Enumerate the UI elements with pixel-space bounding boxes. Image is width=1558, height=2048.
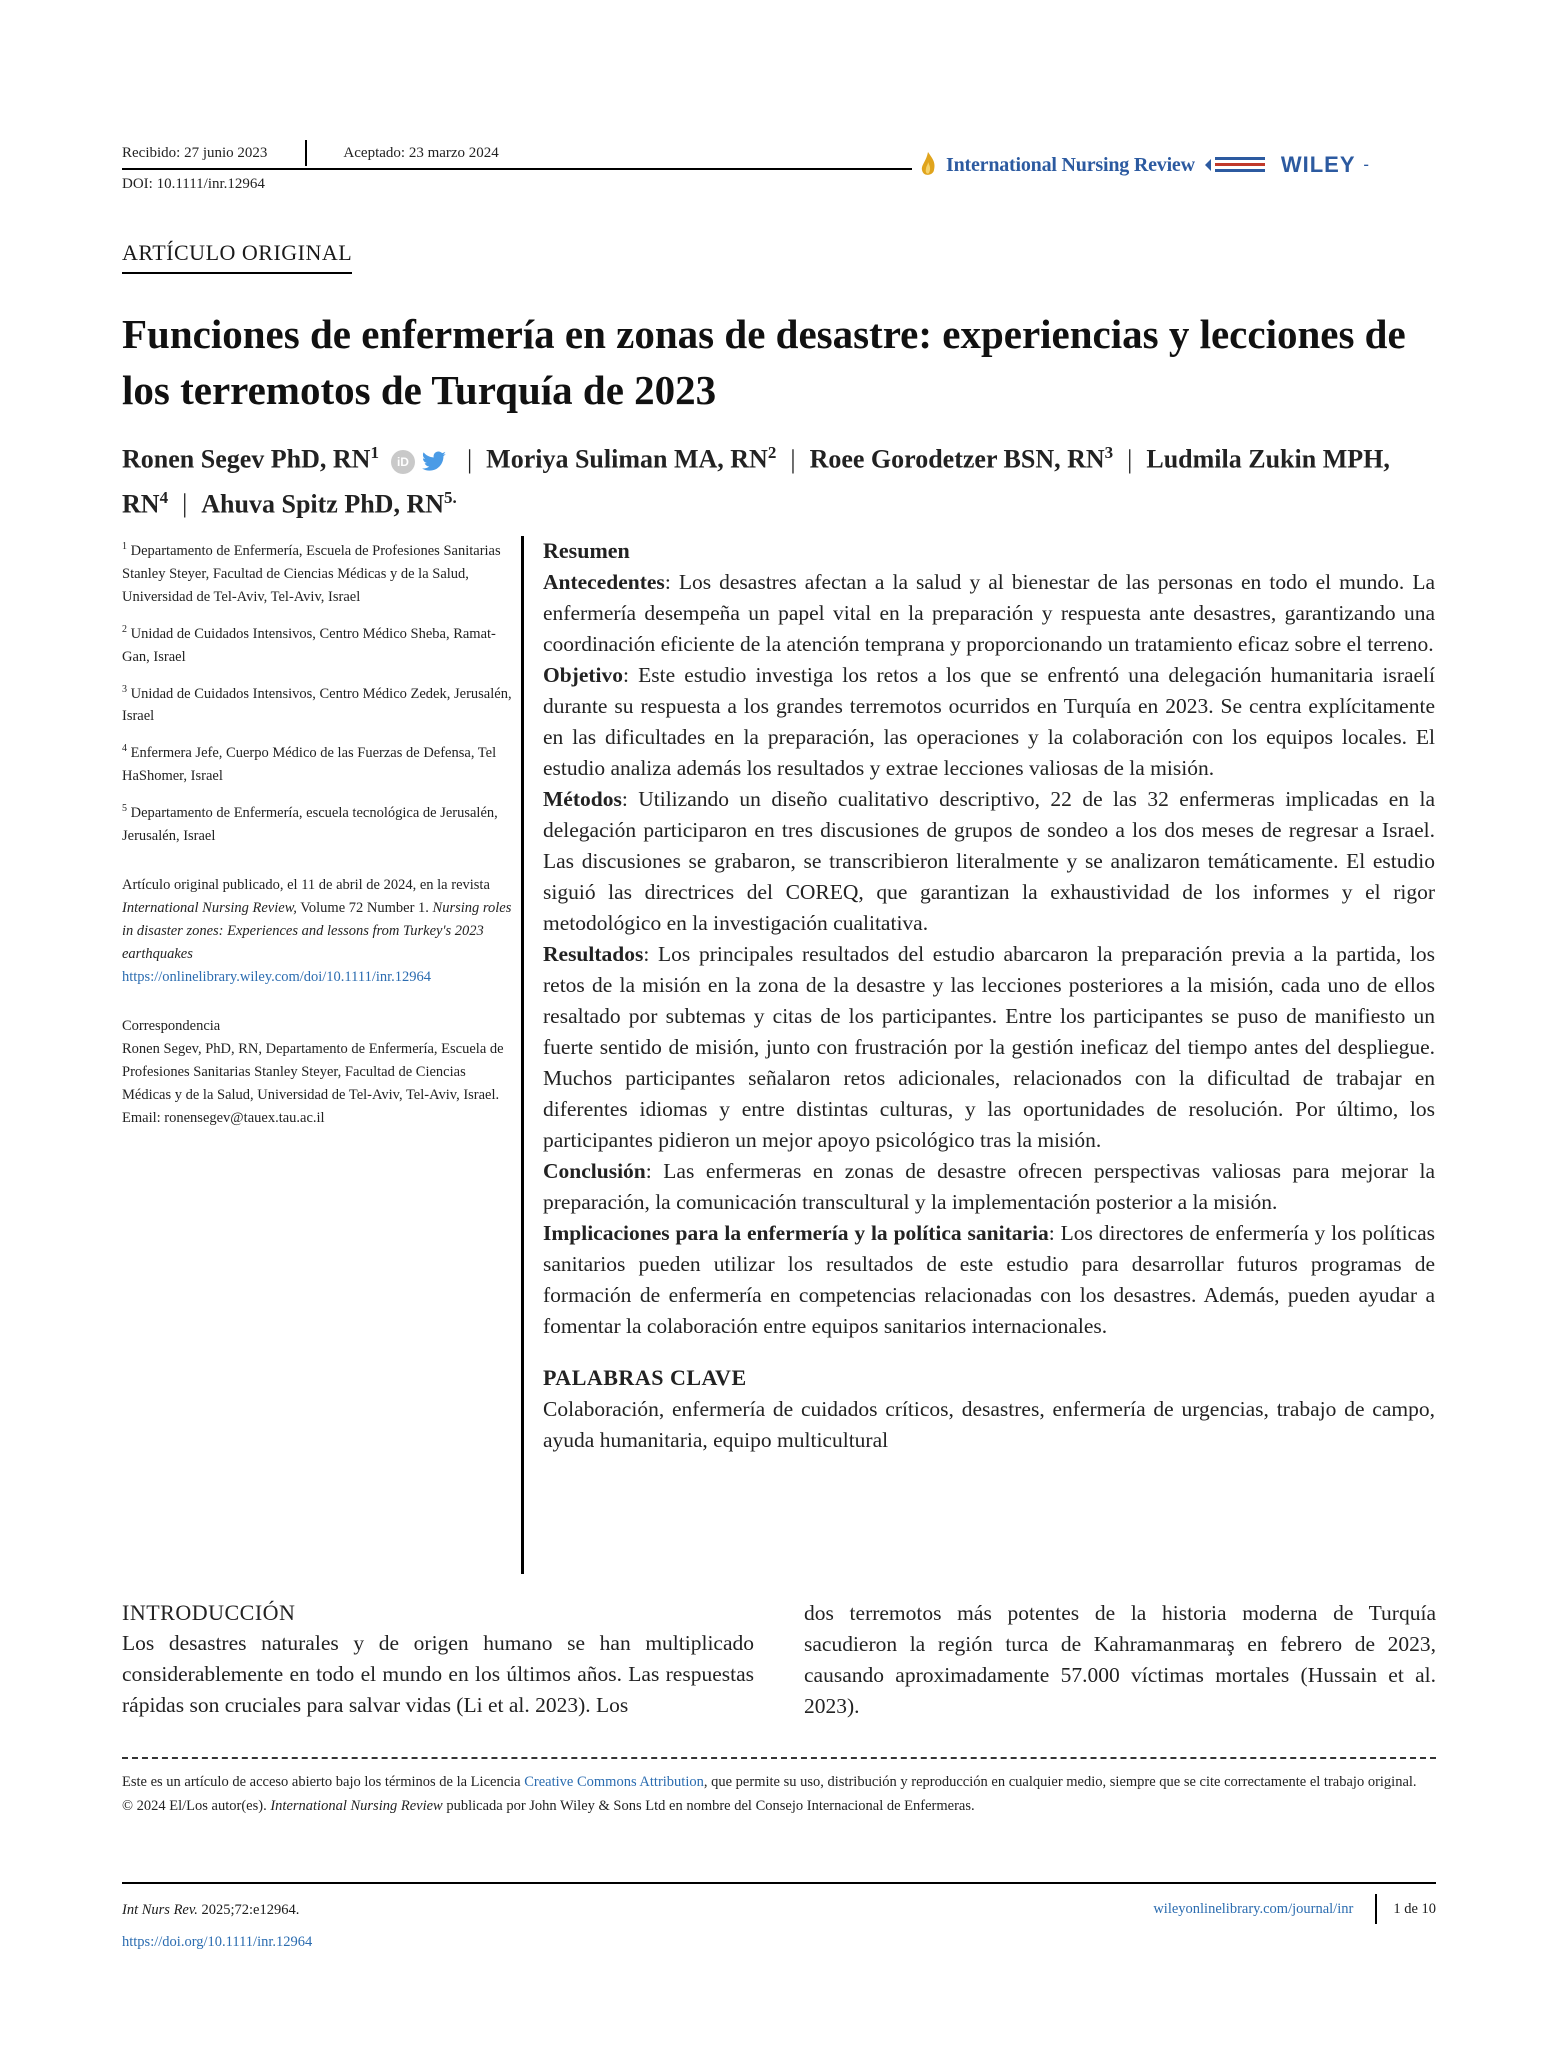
section-text: : Este estudio investiga los retos a los que se enfrentó una delegación humanitaria israelí durante su respuesta a los grandes terremotos ocurridos en Turquía en 2023. Se centra explícitamente en las dificultades en la preparación, las operaciones y la colaboración con los equipos locales. El estudio analiza además los resultados y extrae lecciones valiosas de la misión. — [543, 663, 1435, 780]
correspondence-heading: Correspondencia — [122, 1018, 221, 1035]
section-label: Antecedentes — [543, 570, 665, 594]
author-name: Ludmila Zukin MPH, RN — [122, 444, 1390, 519]
orcid-icon[interactable]: iD — [391, 450, 415, 474]
affiliation-number: 1 — [122, 541, 127, 552]
author-name: Ahuva Spitz PhD, RN — [201, 489, 444, 519]
doi: DOI: 10.1111/inr.12964 — [122, 176, 265, 192]
page-title: Funciones de enfermería en zonas de desastre: experiencias y lecciones de los terremotos de Turquía de 2023 — [122, 311, 1406, 413]
author-separator: | — [790, 444, 796, 474]
article-url-link[interactable]: https://onlinelibrary.wiley.com/doi/10.1111/inr.12964 — [122, 969, 432, 986]
journal-name: International Nursing Review — [946, 153, 1195, 176]
affiliation — [122, 678, 514, 729]
affiliation — [122, 618, 514, 669]
correspondence-email: Email: ronensegev@tauex.tau.ac.il — [122, 1110, 325, 1127]
abstract — [543, 535, 1435, 1456]
section-text: : Los directores de enfermería y los políticas sanitarios pueden utilizar los resultados de este estudio para desarrollar futuros programas de formación de enfermería en competencias relacionadas con los desastres. Además, pueden ayudar a fomentar la colaboración entre equipos sanitarios internacionales. — [543, 1221, 1435, 1338]
abstract-section — [543, 660, 1435, 784]
publication-journal: International Nursing Review, — [122, 900, 297, 917]
affiliation-number: 2 — [122, 623, 127, 635]
section-text: : Utilizando un diseño cualitativo descriptivo, 22 de las 32 enfermeras implicadas en la delegación participaron en tres discusiones de grupos de sondeo a los dos meses de regresar a Israel. Las discusiones se grabaron, se transcribieron literalmente y se analizaron temáticamente. El estudio siguió las directrices del COREQ, que garantizan la exhaustividad de los informes y el rigor metodológico en la investigación cualitativa. — [543, 787, 1435, 935]
license-rule — [122, 1757, 1436, 1759]
intro-column-2 — [804, 1598, 1436, 1722]
publisher-name: WILEY — [1280, 152, 1356, 177]
affiliation — [122, 797, 514, 848]
keywords-block — [543, 1362, 1435, 1456]
section-text: : Los principales resultados del estudio abarcaron la preparación previa a la partida, los retos de la misión en la zona de la desastre y las lecciones posteriores a la misión, cada uno de ellos resaltado por subtemas y citas de los participantes. Entre los participantes se puso de manifiesto un fuerte sentido de misión, junto con frustración por la gestión ineficaz del tiempo antes del despliegue. Muchos participantes señalaron retos adicionales, relacionados con la dificultad de trabajar en diferentes idiomas y entre distintas culturas, y las oportunidades de resolución. Por último, los participantes pidieron un mejor apoyo psicológico tras la misión. — [543, 942, 1435, 1152]
keywords-heading: PALABRAS CLAVE — [543, 1365, 747, 1390]
affiliation-number: 5 — [122, 803, 127, 815]
author-separator: | — [466, 444, 473, 474]
journal-branding — [918, 150, 1369, 180]
journal-site-link[interactable]: wileyonlinelibrary.com/journal/inr — [1153, 1900, 1354, 1917]
section-label: Métodos — [543, 787, 622, 811]
license-notice — [122, 1770, 1436, 1818]
section-label: Conclusión — [543, 1159, 646, 1183]
author-separator: | — [182, 489, 188, 519]
original-title: Nursing roles in disaster zones: Experiences and lessons from Turkey's 2023 earthquakes — [122, 900, 512, 963]
section-label: Resultados — [543, 942, 644, 966]
affiliation-text: Unidad de Cuidados Intensivos, Centro Médico Sheba, Ramat-Gan, Israel — [122, 625, 496, 665]
footer-rule — [122, 1882, 1436, 1884]
author-list — [122, 434, 1462, 523]
affiliation — [122, 737, 514, 788]
publisher-dash: - — [1363, 156, 1369, 173]
footer-separator — [1375, 1894, 1377, 1924]
author-sup: 1 — [370, 443, 379, 462]
twitter-icon[interactable] — [421, 451, 447, 473]
abstract-rule — [521, 536, 524, 1574]
intro-column-1 — [122, 1598, 754, 1722]
author-name: Roee Gorodetzer BSN, RN — [809, 444, 1105, 474]
copyright-text: © 2024 El/Los autor(es). — [122, 1798, 271, 1814]
received-date: Recibido: 27 junio 2023 — [122, 144, 268, 161]
author-sup: 4 — [159, 487, 169, 507]
author-separator: | — [1127, 444, 1133, 474]
author-name: Ronen Segev PhD, RN — [122, 444, 371, 474]
publication-text: Artículo original publicado, el 11 de abril de 2024, en la revista — [122, 877, 490, 894]
footer-citation — [122, 1894, 312, 1958]
header-meta — [122, 140, 499, 193]
intro-heading: INTRODUCCIÓN — [122, 1600, 296, 1625]
page-number: 1 de 10 — [1393, 1900, 1436, 1917]
abstract-heading: Resumen — [543, 538, 630, 563]
header-separator — [305, 140, 307, 166]
abstract-section — [543, 1156, 1435, 1218]
affiliation — [122, 535, 514, 609]
abstract-section — [543, 567, 1435, 660]
license-text: Este es un artículo de acceso abierto bajo los términos de la Licencia — [122, 1774, 525, 1790]
footer-right — [1153, 1894, 1436, 1924]
cc-license-link[interactable]: Creative Commons Attribution — [524, 1774, 704, 1790]
affiliation-text: Departamento de Enfermería, Escuela de Profesiones Sanitarias Stanley Steyer, Facultad de Ciencias Médicas y de la Salud, Universidad de Tel-Aviv, Tel-Aviv, Israel — [122, 542, 501, 605]
intro-text-1: Los desastres naturales y de origen humano se han multiplicado considerablemente en todo el mundo en los últimos años. Las respuestas rápidas son cruciales para salvar vidas (Li et al. 2023). Los — [122, 1631, 754, 1717]
affiliation-number: 4 — [122, 743, 127, 755]
correspondence — [122, 1015, 514, 1130]
section-text: : Los desastres afectan a la salud y al bienestar de las personas en todo el mundo. La enfermería desempeña un papel vital en la preparación y respuesta ante desastres, garantizando una coordinación eficiente de la atención temprana y proporcionando un tratamiento eficaz sobre el terreno. — [543, 570, 1435, 656]
correspondence-text: Ronen Segev, PhD, RN, Departamento de Enfermería, Escuela de Profesiones Sanitarias Stanley Steyer, Facultad de Ciencias Médicas y de la Salud, Universidad de Tel-Aviv, Tel-Aviv, Israel. — [122, 1041, 504, 1104]
introduction — [122, 1598, 1436, 1722]
icn-logo-icon — [1203, 153, 1273, 177]
doi-link[interactable]: https://doi.org/10.1111/inr.12964 — [122, 1934, 313, 1950]
accepted-date: Aceptado: 23 marzo 2024 — [343, 144, 499, 161]
left-column — [122, 535, 514, 1130]
affiliation-text: Departamento de Enfermería, escuela tecnológica de Jerusalén, Jerusalén, Israel — [122, 805, 498, 845]
citation-volume: 2025;72:e12964. — [197, 1902, 300, 1918]
copyright-journal: International Nursing Review — [270, 1798, 443, 1814]
publication-info — [122, 874, 514, 989]
header-rule — [122, 168, 912, 170]
abstract-section — [543, 939, 1435, 1156]
publication-volume: Volume 72 Number 1. — [296, 900, 433, 917]
article-type: ARTÍCULO ORIGINAL — [122, 240, 352, 274]
author-sup: 5. — [444, 487, 457, 507]
citation-journal: Int Nurs Rev. — [122, 1902, 198, 1918]
section-label: Objetivo — [543, 663, 624, 687]
affiliation-text: Unidad de Cuidados Intensivos, Centro Médico Zedek, Jerusalén, Israel — [122, 685, 512, 725]
author-sup: 2 — [767, 443, 777, 462]
affiliation-number: 3 — [122, 683, 127, 695]
abstract-section — [543, 784, 1435, 939]
section-text: : Las enfermeras en zonas de desastre ofrecen perspectivas valiosas para mejorar la preparación, la comunicación transcultural y la implementación posterior a la misión. — [543, 1159, 1435, 1214]
keywords: Colaboración, enfermería de cuidados críticos, desastres, enfermería de urgencias, trabajo de campo, ayuda humanitaria, equipo multicultural — [543, 1397, 1435, 1452]
section-label: Implicaciones para la enfermería y la política sanitaria — [543, 1221, 1049, 1245]
license-text-2: , que permite su uso, distribución y reproducción en cualquier medio, siempre que se cite correctamente el trabajo original. — [703, 1774, 1417, 1790]
copyright-text-2: publicada por John Wiley & Sons Ltd en nombre del Consejo Internacional de Enfermeras. — [442, 1798, 975, 1814]
author-name: Moriya Suliman MA, RN — [486, 444, 768, 474]
flame-logo-icon — [918, 150, 938, 180]
abstract-section — [543, 1218, 1435, 1342]
author-sup: 3 — [1104, 443, 1114, 462]
affiliation-text: Enfermera Jefe, Cuerpo Médico de las Fuerzas de Defensa, Tel HaShomer, Israel — [122, 745, 497, 785]
intro-text-2: dos terremotos más potentes de la historia moderna de Turquía sacudieron la región turca de Kahramanmaraş en febrero de 2023, causando aproximadamente 57.000 víctimas mortales (Hussain et al. 2023). — [804, 1601, 1436, 1718]
